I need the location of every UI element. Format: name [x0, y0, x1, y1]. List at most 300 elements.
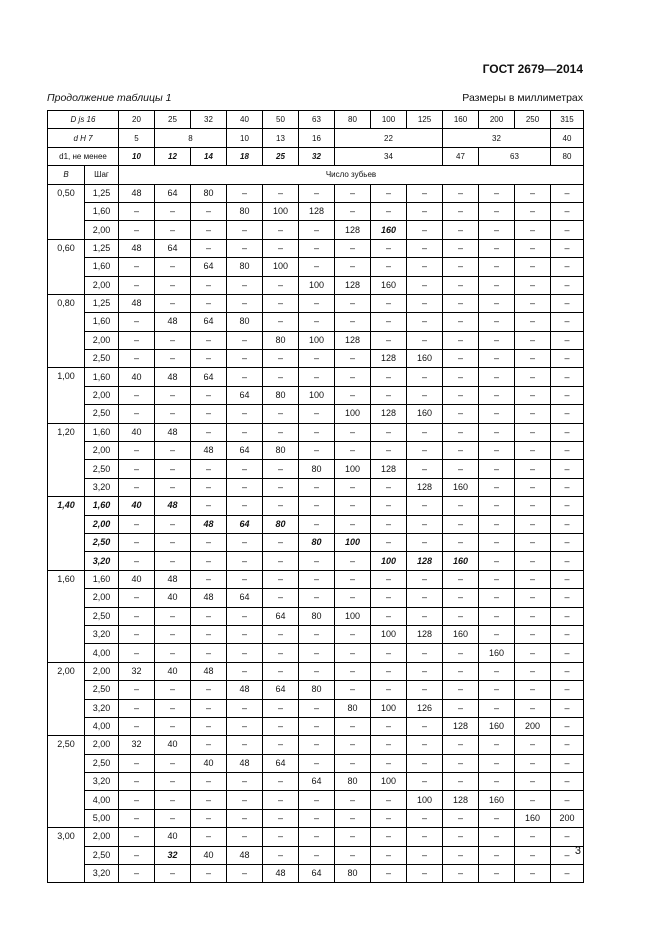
teeth-value: –	[227, 184, 263, 202]
teeth-value: –	[515, 791, 551, 809]
header-d1-value: 25	[263, 147, 299, 165]
step-value: 5,00	[85, 809, 119, 827]
teeth-value: –	[479, 589, 515, 607]
teeth-value: –	[551, 239, 584, 257]
teeth-value: –	[407, 184, 443, 202]
header-d1-value: 34	[335, 147, 443, 165]
teeth-value: –	[227, 405, 263, 423]
teeth-value: 100	[335, 533, 371, 551]
teeth-value: –	[515, 754, 551, 772]
table-row	[48, 184, 584, 202]
teeth-value: –	[551, 368, 584, 386]
teeth-value: –	[227, 865, 263, 883]
teeth-value: 128	[371, 460, 407, 478]
teeth-value: –	[479, 294, 515, 312]
teeth-value: –	[551, 662, 584, 680]
teeth-value: 48	[155, 368, 191, 386]
teeth-value: –	[371, 736, 407, 754]
teeth-value: 80	[263, 386, 299, 404]
teeth-value: 48	[191, 515, 227, 533]
teeth-value: –	[263, 644, 299, 662]
teeth-value: –	[371, 681, 407, 699]
header-label-b: B	[48, 166, 85, 184]
teeth-value: –	[263, 809, 299, 827]
table-row	[48, 368, 584, 386]
teeth-value: 100	[263, 258, 299, 276]
teeth-value: –	[479, 515, 515, 533]
teeth-value: 200	[515, 717, 551, 735]
teeth-value: –	[335, 754, 371, 772]
table-row	[48, 570, 584, 588]
teeth-value: –	[227, 497, 263, 515]
teeth-value: –	[371, 515, 407, 533]
teeth-value: –	[227, 717, 263, 735]
teeth-value: 40	[119, 497, 155, 515]
teeth-value: 128	[407, 478, 443, 496]
teeth-value: –	[407, 202, 443, 220]
teeth-value: –	[551, 552, 584, 570]
teeth-value: –	[407, 294, 443, 312]
teeth-value: 40	[155, 662, 191, 680]
teeth-value: –	[335, 368, 371, 386]
teeth-value: 64	[227, 515, 263, 533]
teeth-value: 80	[335, 699, 371, 717]
teeth-value: –	[479, 809, 515, 827]
header-djs-value: 32	[191, 111, 227, 129]
teeth-value: –	[515, 607, 551, 625]
table-row	[48, 386, 584, 404]
teeth-value: –	[227, 460, 263, 478]
step-value: 2,50	[85, 533, 119, 551]
teeth-value: –	[263, 625, 299, 643]
teeth-value: –	[407, 589, 443, 607]
teeth-value: –	[443, 331, 479, 349]
teeth-value: –	[335, 662, 371, 680]
table-row	[48, 313, 584, 331]
teeth-value: –	[227, 294, 263, 312]
teeth-value: –	[407, 717, 443, 735]
teeth-value: –	[371, 258, 407, 276]
group-b-value: 0,60	[48, 239, 85, 294]
teeth-value: –	[515, 625, 551, 643]
teeth-value: –	[515, 331, 551, 349]
teeth-value: –	[479, 846, 515, 864]
teeth-value: 100	[407, 791, 443, 809]
header-label-step: Шаг	[85, 166, 119, 184]
teeth-value: –	[515, 386, 551, 404]
teeth-value: 128	[335, 276, 371, 294]
teeth-value: –	[299, 589, 335, 607]
teeth-value: –	[551, 533, 584, 551]
teeth-value: –	[155, 350, 191, 368]
table-row	[48, 442, 584, 460]
teeth-value: –	[299, 258, 335, 276]
table-row	[48, 258, 584, 276]
header-dh7-value: 5	[119, 129, 155, 147]
teeth-value: –	[371, 865, 407, 883]
teeth-value: –	[551, 625, 584, 643]
teeth-value: –	[371, 791, 407, 809]
teeth-value: –	[443, 699, 479, 717]
teeth-value: 48	[263, 865, 299, 883]
step-value: 3,20	[85, 625, 119, 643]
header-djs-value: 250	[515, 111, 551, 129]
teeth-value: 48	[119, 294, 155, 312]
step-value: 2,50	[85, 350, 119, 368]
teeth-value: 48	[155, 313, 191, 331]
teeth-value: –	[155, 478, 191, 496]
teeth-value: 128	[443, 791, 479, 809]
teeth-value: –	[479, 276, 515, 294]
step-value: 1,25	[85, 294, 119, 312]
teeth-value: –	[227, 773, 263, 791]
teeth-value: –	[407, 460, 443, 478]
teeth-value: –	[551, 442, 584, 460]
teeth-value: –	[227, 607, 263, 625]
header-djs-value: 125	[407, 111, 443, 129]
teeth-value: 100	[371, 625, 407, 643]
teeth-value: 40	[191, 754, 227, 772]
teeth-value: –	[191, 791, 227, 809]
step-value: 1,25	[85, 184, 119, 202]
header-djs-value: 40	[227, 111, 263, 129]
teeth-value: –	[335, 202, 371, 220]
step-value: 2,00	[85, 662, 119, 680]
teeth-value: –	[551, 313, 584, 331]
teeth-value: –	[155, 202, 191, 220]
teeth-value: –	[335, 442, 371, 460]
teeth-value: –	[515, 405, 551, 423]
table-caption: Продолжение таблицы 1	[47, 92, 172, 104]
teeth-value: 160	[407, 405, 443, 423]
teeth-value: –	[479, 258, 515, 276]
teeth-value: –	[335, 552, 371, 570]
step-value: 1,60	[85, 423, 119, 441]
teeth-value: 80	[263, 515, 299, 533]
teeth-value: –	[335, 828, 371, 846]
teeth-value: –	[119, 313, 155, 331]
teeth-value: –	[551, 386, 584, 404]
teeth-value: –	[263, 423, 299, 441]
header-d1-value: 63	[479, 147, 551, 165]
teeth-value: –	[479, 442, 515, 460]
teeth-value: –	[551, 699, 584, 717]
teeth-value: –	[479, 350, 515, 368]
teeth-value: –	[191, 478, 227, 496]
teeth-value: –	[443, 386, 479, 404]
teeth-value: –	[551, 276, 584, 294]
teeth-value: –	[443, 423, 479, 441]
teeth-value: –	[551, 754, 584, 772]
teeth-value: 100	[371, 552, 407, 570]
teeth-value: –	[191, 460, 227, 478]
teeth-value: –	[191, 828, 227, 846]
table-row	[48, 294, 584, 312]
teeth-value: 48	[191, 662, 227, 680]
teeth-value: –	[407, 276, 443, 294]
teeth-value: –	[119, 681, 155, 699]
teeth-value: –	[479, 552, 515, 570]
teeth-value: –	[407, 607, 443, 625]
table-row	[48, 478, 584, 496]
header-dh7-value: 40	[551, 129, 584, 147]
teeth-value: –	[191, 773, 227, 791]
teeth-value: –	[155, 405, 191, 423]
table-row	[48, 221, 584, 239]
teeth-value: –	[335, 386, 371, 404]
teeth-value: 40	[155, 589, 191, 607]
teeth-value: 128	[371, 405, 407, 423]
teeth-value: –	[227, 533, 263, 551]
teeth-value: –	[335, 515, 371, 533]
teeth-value: –	[443, 368, 479, 386]
teeth-value: –	[443, 497, 479, 515]
teeth-value: –	[371, 423, 407, 441]
teeth-value: –	[551, 202, 584, 220]
teeth-value: –	[479, 239, 515, 257]
teeth-value: –	[443, 533, 479, 551]
teeth-value: –	[119, 258, 155, 276]
teeth-value: –	[191, 331, 227, 349]
teeth-value: –	[551, 350, 584, 368]
teeth-value: –	[407, 368, 443, 386]
teeth-value: –	[299, 442, 335, 460]
teeth-value: –	[479, 386, 515, 404]
header-row-b	[48, 166, 584, 184]
teeth-value: –	[227, 828, 263, 846]
group-b-value: 0,50	[48, 184, 85, 239]
teeth-value: –	[155, 625, 191, 643]
teeth-value: –	[515, 460, 551, 478]
teeth-value: –	[515, 478, 551, 496]
group-b-value: 0,80	[48, 294, 85, 368]
teeth-value: –	[335, 846, 371, 864]
teeth-value: –	[335, 350, 371, 368]
teeth-value: –	[551, 331, 584, 349]
teeth-value: –	[407, 239, 443, 257]
teeth-value: –	[191, 865, 227, 883]
teeth-value: 128	[299, 202, 335, 220]
teeth-value: –	[407, 846, 443, 864]
teeth-value: –	[335, 258, 371, 276]
header-djs-value: 80	[335, 111, 371, 129]
teeth-value: –	[263, 405, 299, 423]
teeth-value: –	[299, 350, 335, 368]
teeth-value: –	[299, 754, 335, 772]
teeth-value: 160	[515, 809, 551, 827]
teeth-value: 80	[299, 607, 335, 625]
header-d1-value: 47	[443, 147, 479, 165]
table-row	[48, 350, 584, 368]
teeth-value: –	[515, 846, 551, 864]
teeth-value: –	[335, 791, 371, 809]
step-value: 3,20	[85, 865, 119, 883]
teeth-value: –	[371, 239, 407, 257]
table-row	[48, 681, 584, 699]
teeth-value: –	[263, 276, 299, 294]
teeth-value: –	[371, 644, 407, 662]
teeth-value: –	[407, 221, 443, 239]
teeth-value: –	[263, 736, 299, 754]
teeth-value: –	[335, 717, 371, 735]
teeth-value: 160	[443, 478, 479, 496]
step-value: 2,00	[85, 331, 119, 349]
teeth-value: –	[119, 607, 155, 625]
teeth-value: –	[299, 625, 335, 643]
teeth-value: –	[515, 515, 551, 533]
teeth-value: –	[155, 460, 191, 478]
teeth-value: –	[479, 773, 515, 791]
teeth-value: –	[443, 350, 479, 368]
teeth-value: –	[155, 533, 191, 551]
teeth-value: –	[551, 221, 584, 239]
teeth-value: 40	[119, 423, 155, 441]
teeth-value: –	[299, 515, 335, 533]
teeth-value: 48	[155, 570, 191, 588]
teeth-value: –	[263, 184, 299, 202]
table-row	[48, 552, 584, 570]
teeth-value: –	[443, 828, 479, 846]
header-d1-value: 32	[299, 147, 335, 165]
teeth-value: –	[551, 791, 584, 809]
teeth-value: –	[263, 717, 299, 735]
teeth-value: –	[263, 313, 299, 331]
teeth-value: –	[515, 184, 551, 202]
teeth-value: –	[263, 533, 299, 551]
teeth-value: –	[155, 865, 191, 883]
table-row	[48, 276, 584, 294]
header-d1-value: 80	[551, 147, 584, 165]
teeth-value: –	[155, 258, 191, 276]
teeth-value: –	[479, 184, 515, 202]
header-djs-value: 20	[119, 111, 155, 129]
table-row	[48, 736, 584, 754]
teeth-value: –	[443, 570, 479, 588]
teeth-value: –	[227, 350, 263, 368]
teeth-value: –	[515, 589, 551, 607]
teeth-value: –	[263, 828, 299, 846]
teeth-value: 48	[119, 184, 155, 202]
teeth-value: 48	[227, 846, 263, 864]
teeth-value: –	[407, 681, 443, 699]
teeth-value: –	[479, 221, 515, 239]
table-row	[48, 202, 584, 220]
table-row	[48, 607, 584, 625]
teeth-value: –	[515, 681, 551, 699]
teeth-value: –	[119, 791, 155, 809]
teeth-value: –	[119, 865, 155, 883]
table-row	[48, 423, 584, 441]
units-note: Размеры в миллиметрах	[462, 92, 583, 104]
teeth-value: –	[227, 625, 263, 643]
teeth-value: –	[479, 497, 515, 515]
teeth-value: –	[263, 699, 299, 717]
teeth-value: –	[407, 773, 443, 791]
teeth-value: –	[371, 589, 407, 607]
teeth-value: –	[227, 791, 263, 809]
step-value: 4,00	[85, 791, 119, 809]
header-djs-value: 50	[263, 111, 299, 129]
group-b-value: 1,40	[48, 497, 85, 571]
teeth-value: –	[551, 515, 584, 533]
teeth-value: –	[299, 809, 335, 827]
table-row	[48, 331, 584, 349]
teeth-value: –	[515, 239, 551, 257]
teeth-value: –	[371, 313, 407, 331]
teeth-value: –	[335, 681, 371, 699]
teeth-value: –	[227, 699, 263, 717]
table-row	[48, 699, 584, 717]
teeth-value: 160	[479, 644, 515, 662]
teeth-value: –	[515, 662, 551, 680]
teeth-value: 48	[155, 497, 191, 515]
teeth-value: –	[299, 294, 335, 312]
teeth-value: –	[155, 552, 191, 570]
teeth-value: –	[443, 276, 479, 294]
step-value: 2,50	[85, 607, 119, 625]
teeth-value: –	[371, 717, 407, 735]
teeth-value: –	[551, 405, 584, 423]
teeth-value: 80	[299, 681, 335, 699]
teeth-value: –	[119, 331, 155, 349]
step-value: 2,00	[85, 589, 119, 607]
teeth-value: –	[155, 221, 191, 239]
teeth-value: –	[263, 460, 299, 478]
teeth-value: 80	[227, 258, 263, 276]
teeth-value: –	[191, 570, 227, 588]
teeth-value: 64	[155, 239, 191, 257]
teeth-value: –	[479, 736, 515, 754]
step-value: 1,60	[85, 570, 119, 588]
header-d1-value: 18	[227, 147, 263, 165]
teeth-value: 48	[155, 423, 191, 441]
table-row	[48, 662, 584, 680]
teeth-value: –	[227, 423, 263, 441]
teeth-value: –	[407, 497, 443, 515]
teeth-value: –	[155, 331, 191, 349]
teeth-value: –	[479, 533, 515, 551]
teeth-value: 100	[335, 607, 371, 625]
teeth-value: 32	[155, 846, 191, 864]
teeth-value: –	[263, 239, 299, 257]
header-dh7-value: 32	[443, 129, 551, 147]
teeth-value: –	[407, 736, 443, 754]
teeth-value: –	[371, 442, 407, 460]
teeth-value: –	[299, 846, 335, 864]
table-row	[48, 773, 584, 791]
teeth-value: –	[119, 405, 155, 423]
step-value: 4,00	[85, 717, 119, 735]
teeth-value: –	[335, 809, 371, 827]
teeth-value: –	[443, 846, 479, 864]
teeth-value: –	[119, 221, 155, 239]
teeth-value: –	[227, 662, 263, 680]
header-d1-value: 10	[119, 147, 155, 165]
teeth-value: 40	[155, 828, 191, 846]
teeth-value: –	[551, 681, 584, 699]
teeth-value: –	[515, 736, 551, 754]
teeth-value: –	[119, 533, 155, 551]
teeth-value: –	[479, 460, 515, 478]
teeth-value: 160	[407, 350, 443, 368]
teeth-value: –	[155, 644, 191, 662]
teeth-value: –	[119, 773, 155, 791]
teeth-value: –	[515, 442, 551, 460]
teeth-value: 64	[191, 258, 227, 276]
teeth-value: –	[191, 239, 227, 257]
teeth-value: –	[371, 570, 407, 588]
table-row	[48, 460, 584, 478]
